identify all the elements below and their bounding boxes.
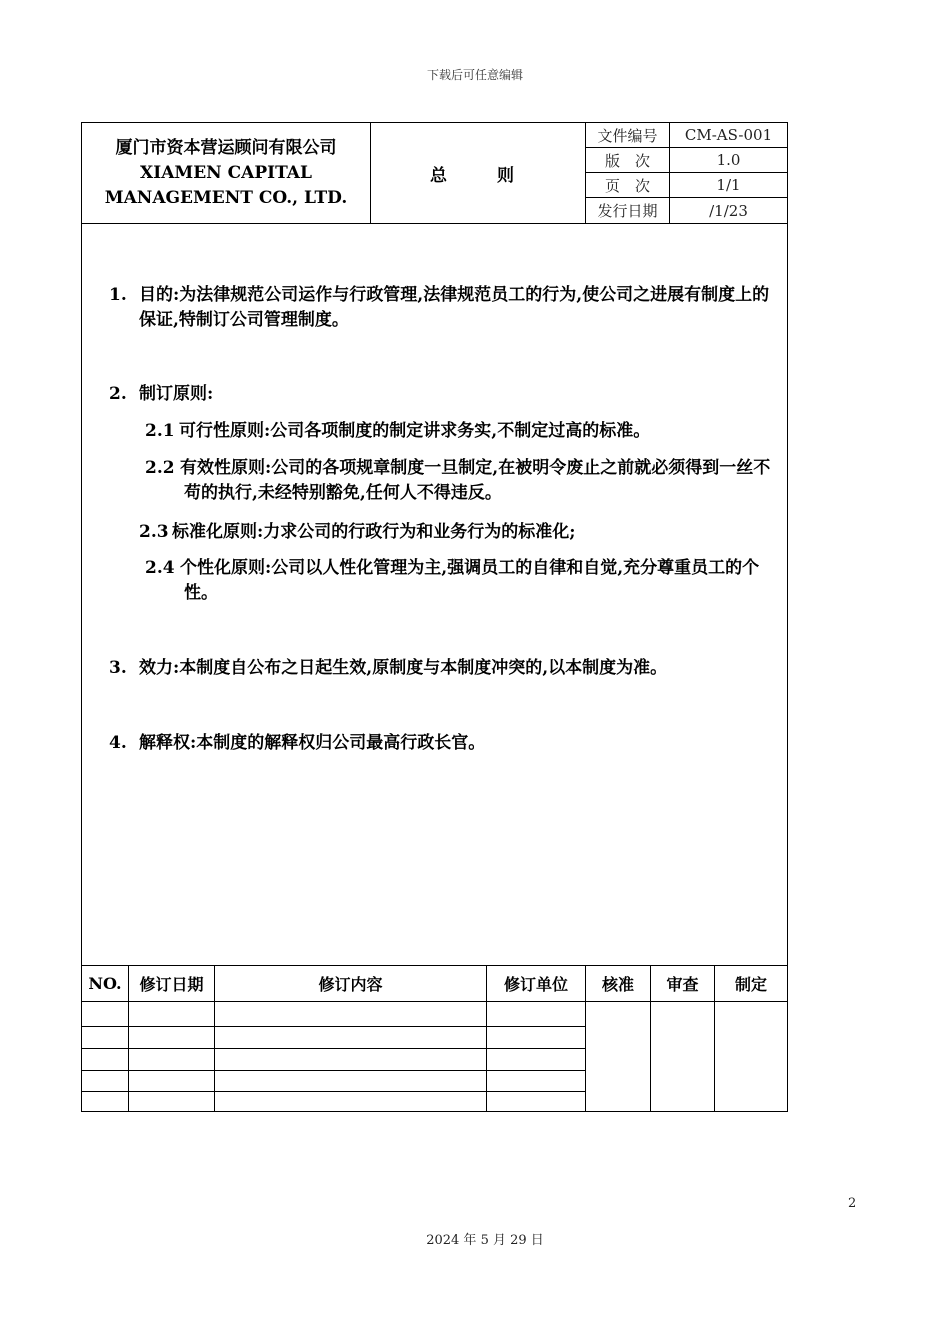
section-2-text: 制订原则: [139, 384, 214, 404]
section-1-number: 1. [109, 285, 127, 305]
section-3-text: 效力:本制度自公布之日起生效,原制度与本制度冲突的,以本制度为准。 [139, 658, 668, 678]
meta-value: 1.0 [716, 151, 741, 169]
section-2-1-text: 可行性原则:公司各项制度的制定讲求务实,不制定过高的标准。 [179, 421, 651, 441]
company-name-en-line2: MANAGEMENT CO., LTD. [104, 187, 348, 208]
table-cell [215, 1027, 487, 1049]
top-note: 下载后可任意编辑 [426, 68, 523, 82]
table-cell [82, 1071, 129, 1092]
table-cell [215, 1071, 487, 1092]
revision-header-prepare: 制定 [715, 966, 787, 1002]
section-2-2-number: 2.2 [145, 458, 175, 478]
table-cell [129, 1027, 215, 1049]
page-number: 2 [848, 1196, 857, 1211]
section-2-2-text-body: 有效性原则:公司的各项规章制度一旦制定,在被明令废止之前就必须得到一丝不苟的执行,未经特别豁免,任何人不得违反。 [180, 458, 771, 503]
meta-label: 版 次 [586, 148, 670, 172]
table-cell [487, 1049, 586, 1071]
revision-header-review: 审查 [651, 966, 715, 1002]
review-signature-cell [651, 1002, 715, 1111]
meta-value: /1/23 [709, 201, 748, 220]
footer-date: 2024 年 5 月 29 日 [426, 1233, 544, 1248]
meta-row-version [586, 148, 787, 173]
section-2-3-number: 2.3 [139, 522, 169, 542]
section-2-2-text [180, 456, 782, 506]
table-cell [487, 1027, 586, 1049]
table-cell [129, 1002, 215, 1027]
company-name-cn: 厦门市资本营运顾问有限公司 [115, 137, 337, 158]
revision-header-approve: 核准 [586, 966, 651, 1002]
section-2-1-number: 2.1 [145, 421, 175, 441]
meta-label: 发行日期 [586, 198, 670, 223]
table-cell [215, 1049, 487, 1071]
table-cell [129, 1092, 215, 1111]
revision-header-date: 修订日期 [129, 966, 215, 1002]
table-cell [129, 1071, 215, 1092]
revision-header-unit: 修订单位 [487, 966, 586, 1002]
section-2-number: 2. [109, 384, 127, 404]
table-cell [82, 1027, 129, 1049]
prepare-signature-cell [715, 1002, 787, 1111]
section-4-number: 4. [109, 733, 127, 753]
meta-value: 1/1 [716, 176, 741, 194]
section-2-4-text [180, 556, 782, 606]
section-3-number: 3. [109, 658, 127, 678]
section-2-4-number: 2.4 [145, 558, 175, 578]
meta-value: CM-AS-001 [684, 126, 773, 144]
table-cell [129, 1049, 215, 1071]
meta-row-page [586, 173, 787, 198]
revision-table [81, 965, 788, 1112]
section-4-text: 解释权:本制度的解释权归公司最高行政长官。 [139, 733, 486, 753]
section-1-text: 目的:为法律规范公司运作与行政管理,法律规范员工的行为,使公司之进展有制度上的保证,特制订公司管理制度。 [139, 285, 770, 330]
company-name-en-line1: XIAMEN CAPITAL [140, 162, 312, 183]
revision-header-content: 修订内容 [215, 966, 487, 1002]
revision-header-no: NO. [82, 966, 129, 1002]
meta-row-file-number [586, 123, 787, 148]
table-cell [215, 1002, 487, 1027]
table-cell [82, 1049, 129, 1071]
table-cell [487, 1092, 586, 1111]
section-2-4-text-body: 个性化原则:公司以人性化管理为主,强调员工的自律和自觉,充分尊重员工的个性。 [180, 558, 760, 603]
document-title: 总 则 [371, 123, 586, 223]
document-header-table [81, 122, 788, 224]
table-cell [215, 1092, 487, 1111]
meta-label: 文件编号 [586, 123, 670, 147]
table-cell [82, 1002, 129, 1027]
meta-label: 页 次 [586, 173, 670, 197]
document-meta [586, 123, 787, 223]
table-cell [487, 1071, 586, 1092]
meta-row-issue-date [586, 198, 787, 223]
section-2-3-text: 标准化原则:力求公司的行政行为和业务行为的标准化; [172, 522, 576, 542]
approve-signature-cell [586, 1002, 651, 1111]
table-cell [487, 1002, 586, 1027]
company-name-cell [82, 123, 371, 223]
table-cell [82, 1092, 129, 1111]
